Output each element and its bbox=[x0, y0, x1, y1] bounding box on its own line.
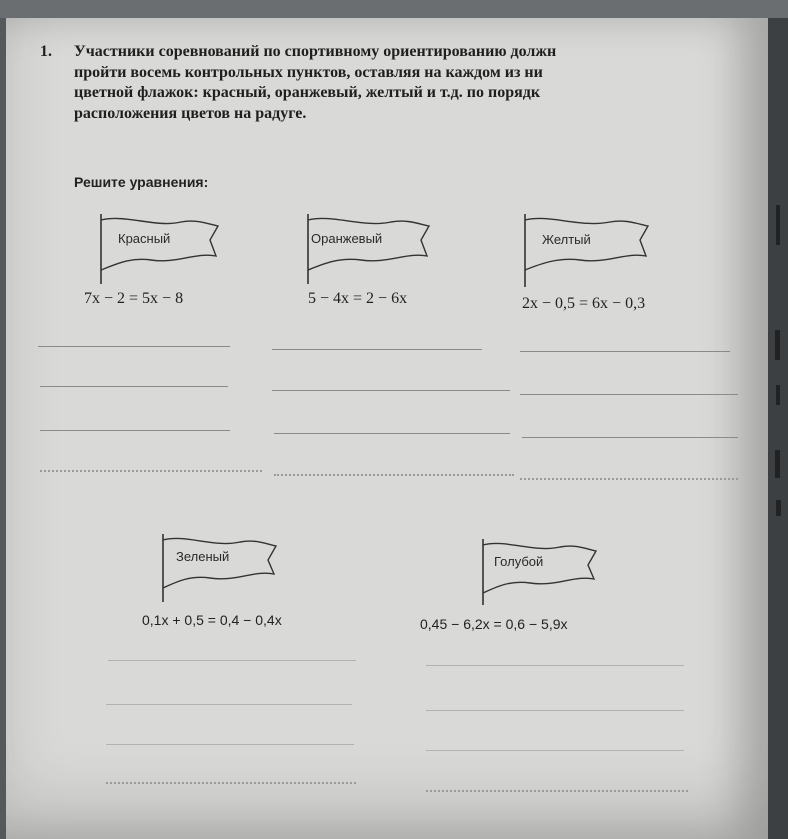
answer-line[interactable] bbox=[426, 790, 688, 792]
flag-label: Желтый bbox=[542, 232, 591, 247]
flag-icon bbox=[158, 532, 288, 612]
edge-mark bbox=[776, 205, 780, 245]
task-line: расположения цветов на радуге. bbox=[74, 104, 307, 122]
flag-icon bbox=[520, 212, 660, 292]
worksheet-page bbox=[6, 18, 768, 839]
task-line: пройти восемь контрольных пунктов, оставляя на каждом из ни bbox=[74, 63, 543, 81]
task-line: цветной флажок: красный, оранжевый, желтый и т.д. по порядк bbox=[74, 84, 541, 101]
task-line: Участники соревнований по спортивному ориентированию должн bbox=[74, 43, 557, 60]
flag-label: Красный bbox=[118, 231, 171, 246]
answer-line[interactable] bbox=[106, 704, 352, 705]
answer-line[interactable] bbox=[274, 474, 514, 476]
equation-green: 0,1x + 0,5 = 0,4 − 0,4x bbox=[142, 612, 282, 628]
answer-line[interactable] bbox=[520, 478, 738, 480]
flag-icon bbox=[303, 212, 438, 292]
answer-line[interactable] bbox=[40, 386, 228, 387]
answer-line[interactable] bbox=[106, 744, 354, 745]
flag-blue bbox=[478, 537, 608, 617]
answer-line[interactable] bbox=[522, 437, 738, 438]
photo-background-top bbox=[0, 0, 788, 18]
equation-red: 7x − 2 = 5x − 8 bbox=[84, 290, 184, 307]
edge-mark bbox=[775, 450, 780, 478]
answer-line[interactable] bbox=[426, 665, 684, 666]
photo-right-edge bbox=[768, 18, 788, 839]
answer-line[interactable] bbox=[40, 470, 262, 472]
answer-line[interactable] bbox=[40, 430, 230, 431]
answer-line[interactable] bbox=[426, 750, 684, 751]
flag-yellow bbox=[520, 212, 660, 292]
answer-line[interactable] bbox=[272, 349, 482, 350]
flag-label: Оранжевый bbox=[311, 231, 383, 246]
answer-line[interactable] bbox=[274, 433, 510, 434]
answer-line[interactable] bbox=[38, 346, 230, 347]
equation-blue: 0,45 − 6,2x = 0,6 − 5,9x bbox=[420, 616, 568, 632]
edge-mark bbox=[776, 385, 780, 405]
answer-line[interactable] bbox=[272, 390, 510, 391]
answer-line[interactable] bbox=[108, 660, 356, 661]
flag-red bbox=[96, 212, 226, 292]
answer-line[interactable] bbox=[426, 710, 684, 711]
edge-mark bbox=[775, 330, 780, 360]
flag-orange bbox=[303, 212, 438, 292]
flag-icon bbox=[96, 212, 226, 292]
instruction-heading: Решите уравнения: bbox=[74, 174, 209, 190]
flag-green bbox=[158, 532, 288, 612]
flag-label: Зеленый bbox=[176, 549, 230, 564]
edge-mark bbox=[776, 500, 781, 516]
answer-line[interactable] bbox=[520, 351, 730, 352]
task-number: 1. bbox=[40, 43, 52, 60]
answer-line[interactable] bbox=[520, 394, 738, 395]
equation-yellow: 2x − 0,5 = 6x − 0,3 bbox=[522, 295, 646, 312]
flag-label: Голубой bbox=[494, 554, 544, 569]
equation-orange: 5 − 4x = 2 − 6x bbox=[308, 290, 408, 307]
answer-line[interactable] bbox=[106, 782, 356, 784]
flag-icon bbox=[478, 537, 608, 617]
